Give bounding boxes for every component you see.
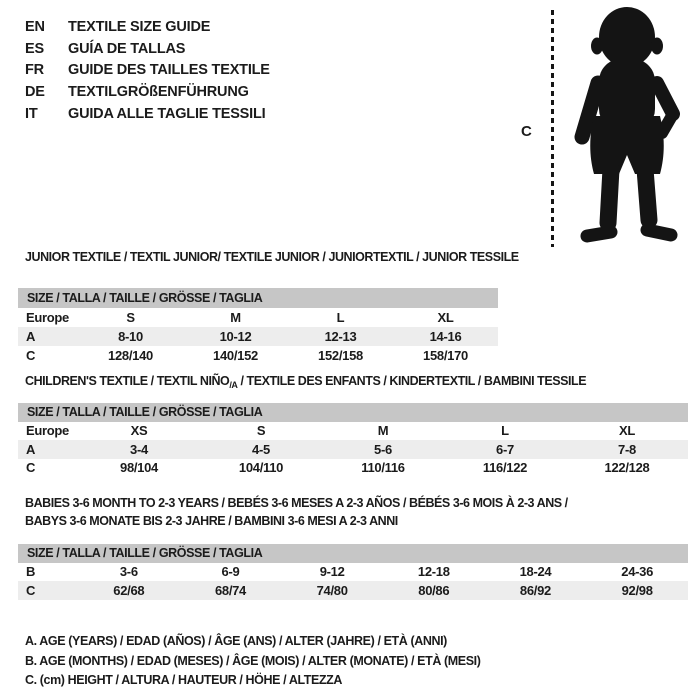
table-row-age-months — [18, 563, 688, 582]
language-code: IT — [25, 105, 38, 122]
language-title-list — [25, 17, 270, 126]
footnote-b: B. AGE (MONTHS) / EDAD (MESES) / ÂGE (MOIS) / ALTER (MONATE) / ETÀ (MESI) — [25, 653, 481, 668]
size-cell: XL — [437, 310, 454, 325]
language-label: TEXTILGRÖßENFÜHRUNG — [68, 84, 249, 101]
height-cell: 92/98 — [586, 581, 688, 600]
language-code: ES — [25, 40, 44, 57]
table-row-height — [18, 581, 688, 600]
language-row-es — [25, 39, 270, 61]
row-label: A — [18, 327, 78, 346]
table-row-age — [18, 440, 688, 459]
height-cell: 128/140 — [108, 348, 153, 363]
language-label: GUIDA ALLE TAGLIE TESSILI — [68, 105, 266, 122]
footnote-c: C. (cm) HEIGHT / ALTURA / HAUTEUR / HÖHE / ALTEZZA — [25, 673, 343, 687]
table-row-height — [18, 346, 498, 365]
size-cell: L — [501, 423, 509, 439]
children-size-table — [18, 403, 688, 477]
height-cell: 80/86 — [383, 581, 485, 600]
height-measure-dotted-line — [551, 10, 554, 247]
row-label: B — [26, 564, 36, 580]
height-cell: 104/110 — [238, 460, 284, 476]
age-cell: 24-36 — [621, 564, 654, 580]
title-line: BABYS 3-6 MONATE BIS 2-3 JAHRE / BAMBINI 3-6 MESI A 2-3 ANNI — [25, 513, 398, 528]
table-row-age — [18, 327, 498, 346]
age-cell: 12-18 — [417, 564, 450, 580]
language-row-de — [25, 82, 270, 104]
height-measure-label: C — [521, 123, 532, 140]
height-cell: 62/68 — [78, 581, 180, 600]
table-row-europe — [18, 422, 688, 441]
row-label: C — [26, 348, 36, 363]
age-cell: 3-6 — [119, 564, 138, 580]
toddler-silhouette — [561, 4, 695, 252]
age-cell: 3-4 — [78, 440, 200, 459]
age-cell: 9-12 — [319, 564, 345, 580]
height-cell: 68/74 — [180, 581, 282, 600]
section-title-babies — [25, 495, 568, 530]
language-code: DE — [25, 84, 45, 101]
size-header-row — [18, 403, 688, 422]
size-cell: M — [377, 423, 389, 439]
height-cell: 140/152 — [213, 348, 258, 363]
title-line: BABIES 3-6 MONTH TO 2-3 YEARS / BEBÉS 3-6 MESES A 2-3 AÑOS / BÉBÉS 3-6 MOIS À 2-3 ANS / — [25, 496, 568, 510]
age-cell: 18-24 — [519, 564, 552, 580]
age-cell: 12-13 — [288, 327, 393, 346]
title-text: / TEXTILE DES ENFANTS / KINDERTEXTIL / BAMBINI TESSILE — [237, 374, 587, 388]
title-text: CHILDREN'S TEXTILE / TEXTIL NIÑO — [25, 374, 230, 388]
language-row-it — [25, 104, 270, 126]
section-title-children — [25, 374, 586, 390]
language-label: GUIDE DES TAILLES TEXTILE — [68, 62, 270, 79]
height-cell: 158/170 — [423, 348, 468, 363]
age-cell: 14-16 — [393, 327, 498, 346]
size-cell: XL — [618, 423, 635, 439]
language-label: TEXTILE SIZE GUIDE — [68, 19, 211, 35]
age-cell: 7-8 — [566, 440, 688, 459]
language-row-en — [25, 17, 270, 39]
age-cell: 6-9 — [221, 564, 240, 580]
row-label: Europe — [26, 423, 69, 439]
size-header-row — [18, 288, 498, 308]
legend-footnotes — [25, 632, 481, 691]
size-header-label: SIZE / TALLA / TAILLE / GRÖSSE / TAGLIA — [18, 288, 498, 308]
size-header-label: SIZE / TALLA / TAILLE / GRÖSSE / TAGLIA — [18, 544, 688, 563]
age-cell: 4-5 — [200, 440, 322, 459]
height-cell: 98/104 — [120, 460, 158, 476]
size-cell: L — [336, 310, 345, 325]
title-subscript: /A — [229, 380, 238, 390]
table-row-height — [18, 459, 688, 478]
row-label: Europe — [26, 310, 69, 325]
height-cell: 74/80 — [281, 581, 383, 600]
section-title-junior: JUNIOR TEXTILE / TEXTIL JUNIOR/ TEXTILE JUNIOR / JUNIORTEXTIL / JUNIOR TESSILE — [25, 250, 519, 264]
age-cell: 8-10 — [78, 327, 183, 346]
age-cell: 6-7 — [444, 440, 566, 459]
language-code: FR — [25, 62, 44, 79]
measurement-figure — [515, 4, 697, 252]
height-cell: 86/92 — [485, 581, 587, 600]
height-cell: 122/128 — [604, 460, 650, 476]
size-cell: XS — [130, 423, 148, 439]
row-label: C — [26, 460, 36, 476]
table-row-europe — [18, 308, 498, 327]
size-cell: M — [230, 310, 241, 325]
size-header-row — [18, 544, 688, 563]
height-cell: 110/116 — [361, 460, 405, 476]
language-label: GUÍA DE TALLAS — [68, 40, 186, 57]
row-label: C — [18, 581, 78, 600]
footnote-a: A. AGE (YEARS) / EDAD (AÑOS) / ÂGE (ANS) / ALTER (JAHRE) / ETÀ (ANNI) — [25, 634, 447, 648]
language-code: EN — [25, 19, 45, 35]
size-cell: S — [256, 423, 266, 439]
age-cell: 10-12 — [183, 327, 288, 346]
size-cell: S — [126, 310, 135, 325]
size-header-label: SIZE / TALLA / TAILLE / GRÖSSE / TAGLIA — [18, 403, 688, 422]
height-cell: 152/158 — [318, 348, 363, 363]
babies-size-table — [18, 544, 688, 600]
junior-size-table — [18, 288, 498, 365]
age-cell: 5-6 — [322, 440, 444, 459]
language-row-fr — [25, 60, 270, 82]
row-label: A — [18, 440, 78, 459]
height-cell: 116/122 — [482, 460, 528, 476]
